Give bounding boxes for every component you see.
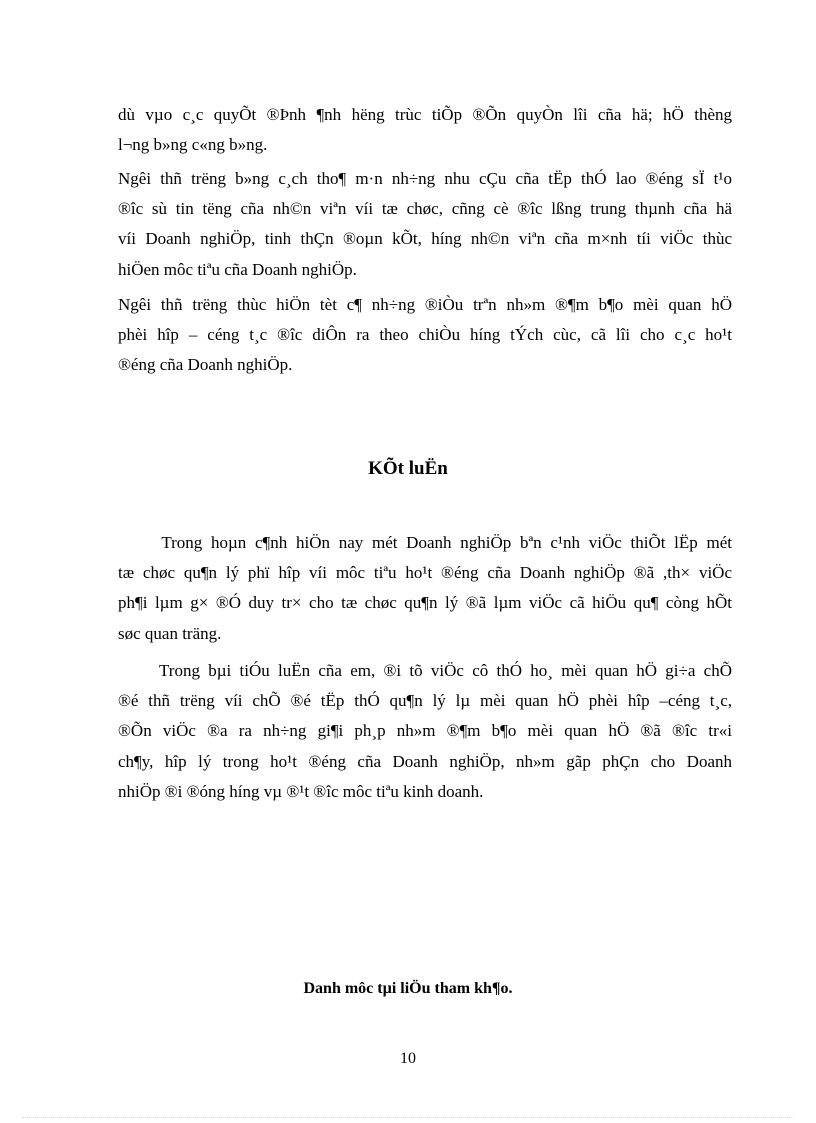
page-number: 10 [400,1050,416,1067]
text-line: Ngêi thñ trëng b»ng c¸ch tho¶ m·n nh÷ng nhu cÇu cña tËp thÓ lao ®éng sÏ t¹o [118,169,732,188]
text-line: søc quan träng. [118,623,222,643]
text-line: ®îc sù tin tëng cña nh©n viªn víi tæ chøc, cñng cè ®îc lßng trung thµnh cña hä [118,199,732,219]
text-line: l¬ng b»ng c«ng b»ng. [118,135,268,155]
text-line: ch¶y, hîp lý trong ho¹t ®éng cña Doanh nghiÖp, nh»m gãp phÇn cho Doanh [118,751,732,771]
text-line: Ngêi thñ trëng thùc hiÖn tèt c¶ nh÷ng ®iÒu trªn nh»m ®¶m b¶o mèi quan hÖ [118,295,732,314]
paragraph-1 [118,100,732,160]
page-bottom-divider [22,1117,794,1118]
text-line: víi Doanh nghiÖp, tinh thÇn ®oµn kÕt, híng nh©n viªn cña m×nh tíi viÖc thùc [118,229,732,249]
text-line: Trong bµi tiÓu luËn cña em, ®i tõ viÖc cô thÓ ho¸ mèi quan hÖ gi÷a chÕ [118,661,732,680]
text-line: dù vµo c¸c quyÕt ®Þnh ¶nh hëng trùc tiÕp ®Õn quyÒn lîi cña hä; hÖ thèng [118,105,732,124]
text-line: ®Õn viÖc ®a ra nh÷ng gi¶i ph¸p nh»m ®¶m b¶o mèi quan hÖ ®ã ®îc tr«i [118,721,732,741]
text-line: hiÖen môc tiªu cña Doanh nghiÖp. [118,259,357,279]
text-line: ph¶i lµm g× ®Ó duy tr× cho tæ chøc qu¶n lý ®ã lµm viÖc cã hiÖu qu¶ còng hÕt [118,593,732,613]
text-line: Trong hoµn c¶nh hiÖn nay mét Doanh nghiÖp bªn c¹nh viÖc thiÕt lËp mét [118,533,732,552]
text-line: tæ chøc qu¶n lý phï hîp víi môc tiªu ho¹t ®éng cña Doanh nghiÖp ®ã ,th× viÖc [118,563,732,583]
conclusion-paragraph-2 [118,656,732,807]
conclusion-heading: KÕt luËn [368,458,448,479]
text-line: phèi hîp – céng t¸c ®îc diÔn ra theo chiÒu híng tÝch cùc, cã lîi cho c¸c ho¹t [118,325,732,345]
text-line: ®éng cña Doanh nghiÖp. [118,355,293,375]
text-line: ®é thñ trëng víi chÕ ®é tËp thÓ qu¶n lý lµ mèi quan hÖ phèi hîp –céng t¸c, [118,691,732,711]
references-heading: Danh môc tµi liÖu tham kh¶o. [303,980,513,997]
text-line: nhiÖp ®i ®óng híng vµ ®¹t ®îc môc tiªu kinh doanh. [118,781,484,801]
paragraph-2 [118,164,732,285]
conclusion-paragraph-1 [118,528,732,649]
paragraph-3 [118,290,732,381]
